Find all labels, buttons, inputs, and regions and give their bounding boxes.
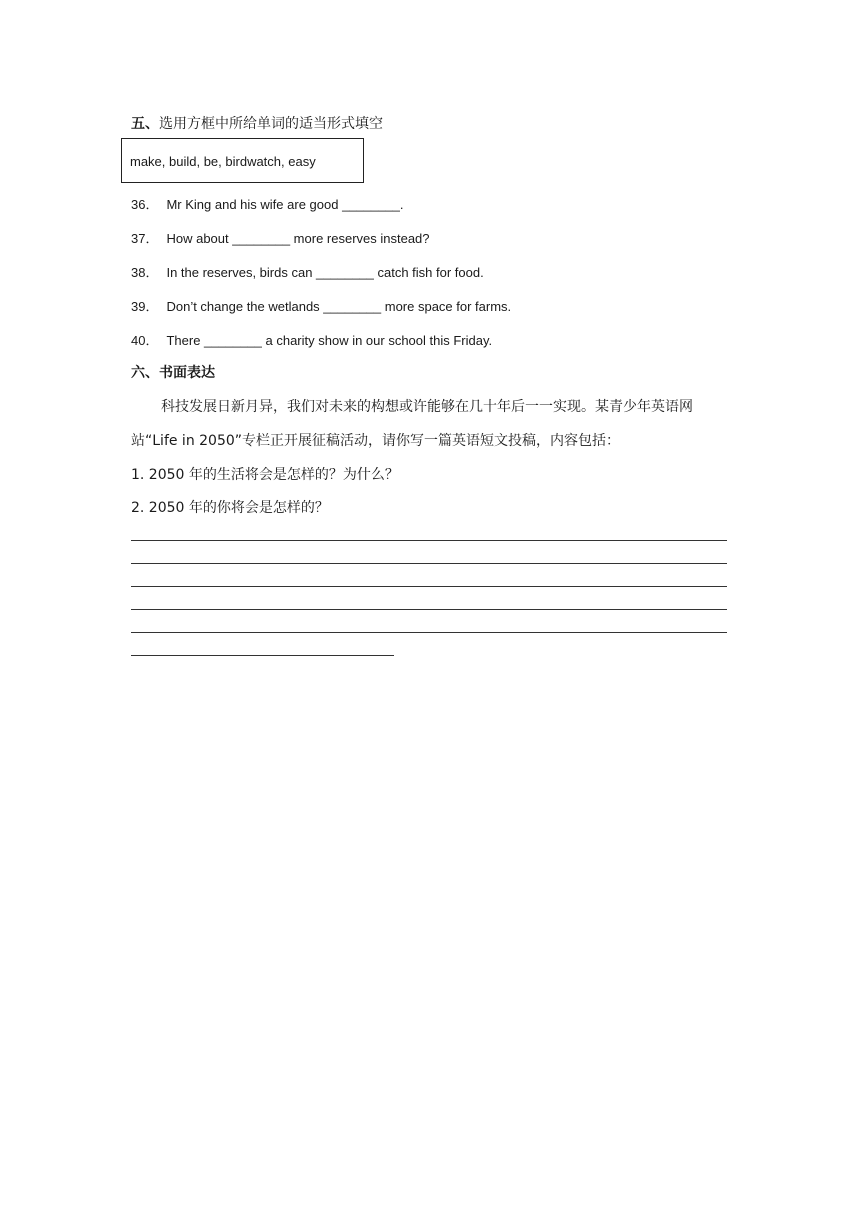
question-number: 36． — [131, 197, 159, 212]
question-number: 38． — [131, 265, 159, 280]
question-text: In the reserves, birds can ________ catch fish for food. — [166, 265, 484, 280]
writing-line[interactable] — [131, 655, 394, 656]
question-37 — [131, 228, 430, 247]
section-6-heading: 六、书面表达 — [131, 365, 215, 381]
question-number: 37． — [131, 231, 159, 246]
question-39 — [131, 296, 511, 315]
question-text: Mr King and his wife are good ________. — [166, 197, 404, 212]
writing-prompt-line-2: 站“Life in 2050”专栏正开展征稿活动，请你写一篇英语短文投稿，内容包括： — [131, 433, 621, 449]
writing-line[interactable] — [131, 563, 727, 564]
section-5-title: 选用方框中所给单词的适当形式填空 — [159, 116, 383, 132]
question-text: There ________ a charity show in our school this Friday. — [166, 333, 493, 348]
writing-prompt-line-1: 科技发展日新月异，我们对未来的构想或许能够在几十年后一一实现。某青少年英语网 — [161, 399, 693, 415]
question-38 — [131, 262, 484, 281]
question-number: 40． — [131, 333, 159, 348]
writing-point-1: 1. 2050 年的生活将会是怎样的？为什么？ — [131, 467, 399, 483]
writing-point-2: 2. 2050 年的你将会是怎样的？ — [131, 500, 329, 516]
writing-line[interactable] — [131, 609, 727, 610]
question-36 — [131, 194, 404, 213]
question-text: How about ________ more reserves instead? — [166, 231, 430, 246]
word-box: make, build, be, birdwatch, easy — [121, 138, 364, 183]
writing-line[interactable] — [131, 586, 727, 587]
question-number: 39． — [131, 299, 159, 314]
writing-line[interactable] — [131, 540, 727, 541]
section-5-heading — [131, 113, 383, 133]
section-5-number: 五、 — [131, 116, 159, 132]
writing-line[interactable] — [131, 632, 727, 633]
question-40 — [131, 330, 492, 349]
question-text: Don’t change the wetlands ________ more space for farms. — [166, 299, 512, 314]
